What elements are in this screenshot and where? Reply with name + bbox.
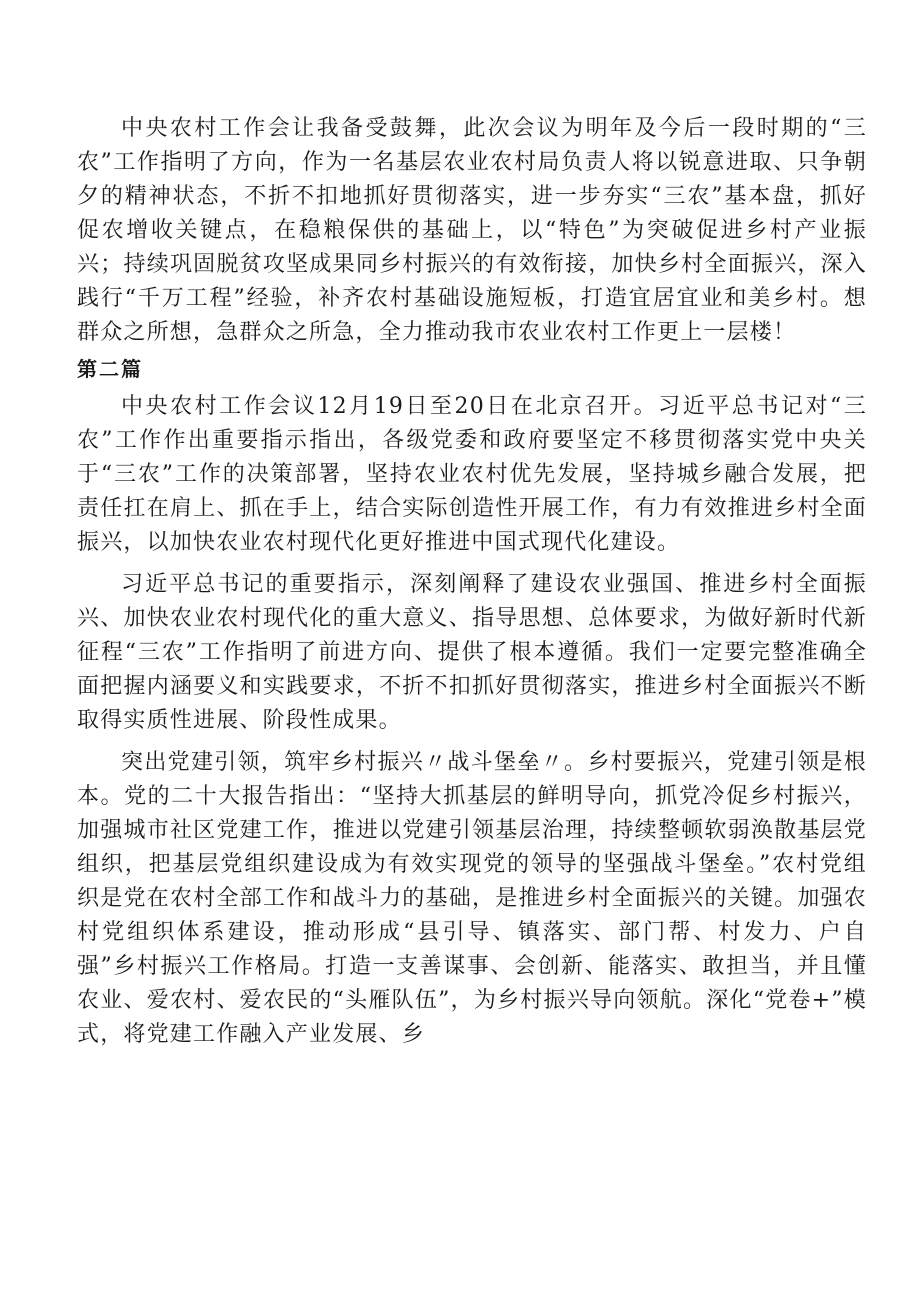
document-body	[77, 112, 867, 1054]
section-title: 第二篇	[77, 357, 143, 381]
paragraph: 中央农村工作会议12月19日至20日在北京召开。习近平总书记对“三农”工作作出重要指示指出，各级党委和政府要坚定不移贯彻落实党中央关于“三农”工作的决策部署，坚持农业农村优先发展，坚持城乡融合发展，把责任扛在肩上、抓在手上，结合实际创造性开展工作，有力有效推进乡村全面振兴，以加快农业农村现代化更好推进中国式现代化建设。	[77, 394, 867, 555]
paragraph: 习近平总书记的重要指示，深刻阐释了建设农业强国、推进乡村全面振兴、加快农业农村现代化的重大意义、指导思想、总体要求，为做好新时代新征程“三农”工作指明了前进方向、提供了根本遵循。我们一定要完整准确全面把握内涵要义和实践要求，不折不扣抓好贯彻落实，推进乡村全面振兴不断取得实质性进展、阶段性成果。	[77, 572, 867, 733]
paragraph: 中央农村工作会让我备受鼓舞，此次会议为明年及今后一段时期的“三农”工作指明了方向，作为一名基层农业农村局负责人将以锐意进取、只争朝夕的精神状态，不折不扣地抓好贯彻落实，进一步夯实“三农”基本盘，抓好促农增收关键点，在稳粮保供的基础上，以“特色”为突破促进乡村产业振兴；持续巩固脱贫攻坚成果同乡村振兴的有效衔接，加快乡村全面振兴，深入践行“千万工程”经验，补齐农村基础设施短板，打造宜居宜业和美乡村。想群众之所想，急群众之所急，全力推动我市农业农村工作更上一层楼！	[77, 116, 867, 345]
paragraph: 突出党建引领，筑牢乡村振兴〃战斗堡垒〃。乡村要振兴，党建引领是根本。党的二十大报告指出：“坚持大抓基层的鲜明导向，抓党冷促乡村振兴，加强城市社区党建工作，推进以党建引领基层治理，持续整顿软弱涣散基层党组织，把基层党组织建设成为有效实现党的领导的坚强战斗堡垒。”农村党组织是党在农村全部工作和战斗力的基础，是推进乡村全面振兴的关键。加强农村党组织体系建设，推动形成“县引导、镇落实、部门帮、村发力、户自强”乡村振兴工作格局。打造一支善谋事、会创新、能落实、敢担当，并且懂农业、爱农村、爱农民的“头雁队伍”，为乡村振兴导向领航。深化“党卷+”模式，将党建工作融入产业发展、乡	[77, 750, 867, 1047]
